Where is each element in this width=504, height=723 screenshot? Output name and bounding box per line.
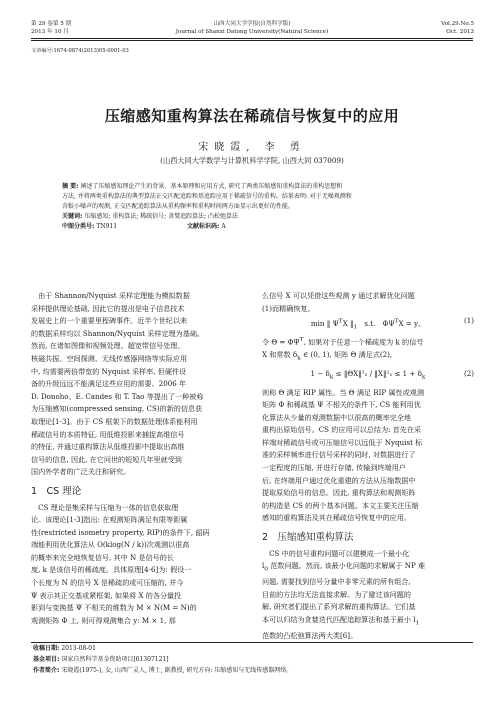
cs-application-paragraph [262, 387, 474, 526]
author-bio [31, 665, 473, 676]
volume-line: 第 29 卷第 5 期 [31, 21, 72, 27]
text-line: 度, k 是该信号的稀疏度。具体原理[4-6]为: 假设一 [31, 565, 192, 575]
abstract-label: 摘 要: [62, 183, 79, 190]
abstract-line [62, 182, 447, 192]
text-line: 性(restricted isometry property, RIP)的条件下, 韶码 [31, 527, 210, 537]
paragraph-continuation [262, 290, 474, 315]
received-date [31, 643, 473, 654]
keywords-label: 关键词: [62, 213, 83, 220]
received-label: 收稿日期: [33, 645, 60, 652]
volume-line-en: Vol.29.No.5 [441, 21, 474, 27]
section-1-heading: 1 CS 理论 [31, 485, 82, 497]
header-rule [31, 38, 473, 39]
text-line: 个长度为 N 的信号 X 是稀疏的或可压缩的, 并今 [31, 578, 184, 588]
text-line: 重构出原始信号。CS 的应用可以总结为: 首先在采 [262, 425, 422, 435]
text-line: 解, 研究者们提出了系列求解的重构算法。它们基 [262, 602, 416, 612]
text-line: 问题, 需要找到信号分量中非零元素的所有组合, [262, 577, 411, 587]
text-line: 由于 Shannon/Nyquist 采样定理能为模拟数据 [31, 291, 190, 300]
author-bio-value: 宋晓霞(1975-), 女, 山西广灵人, 博士, 副教授, 研究方向: 压缩感知与无线传感器网络。 [61, 667, 293, 674]
clc-number: TN911 [96, 223, 118, 230]
text-line: X 和常数 $\delta_k$ ∈ (0, 1), 矩阵 Θ 满足式(2), [262, 349, 393, 361]
date-line-en: Oct. 2013 [446, 29, 474, 35]
journal-name-cn: 山西大同大学学报(自然科学版) [213, 21, 291, 27]
fund-info [31, 654, 473, 665]
text-line: 核磁共振、空间探测、无线传感器网络等实际应用 [31, 353, 188, 363]
text-line: 信号的信息, 因此, 在它问世的短短几年里就受到 [31, 454, 182, 464]
left-column [31, 290, 243, 627]
keywords-line [62, 212, 447, 222]
text-line: 的特征, 并通过重构算法从低维投影中提取出高维 [31, 442, 185, 452]
equation-2-body: $1 - \delta_k$ ≤ ‖ΘX‖²₂ / ‖X‖²₂ ≤ $1 + \delta_k$ [310, 368, 426, 380]
authors: 宋晓霞, 李 勇 [198, 142, 306, 153]
text-line: 么信号 X 可以凭借这些观测 y 通过求解优化问题 [262, 291, 415, 300]
text-line: 范数的凸松弛算法两大类[6]。 [262, 631, 358, 640]
text-line: 影到与变换基 Ψ 不相关的维数为 M × N(M = N)的 [31, 603, 197, 613]
article-number: 文章编号:1674-0874(2013)05-0001-03 [31, 48, 129, 54]
equation-1 [262, 315, 474, 333]
text-line: 论。该理论[1-3]指出: 在观测矩阵满足有限等距属 [31, 515, 188, 525]
text-line: Ψ 表示其正交基或紧框架, 如果将 X 的各分量投 [31, 590, 182, 600]
doc-code: A [221, 223, 226, 230]
text-line: 后, 在终端用户通过优化重建的方法从压缩数据中 [262, 475, 416, 485]
text-line: CS 理论是集采样与压缩为一体的信息获取理 [31, 502, 179, 512]
text-line: 中, 均需要两倍带宽的 Nyquist 采样率, 但硬件设 [31, 366, 187, 376]
text-line: 提取原始信号的信息。因此, 重构算法和观测矩阵 [262, 488, 416, 498]
text-line: 令 $\Theta = \Phi\Psi^T$, 如果对于任意一个稀疏度为 k 的信号 [262, 336, 424, 346]
text-line: 取理论[1-3]。由于 CS 框架下的数据处理体系能利用 [31, 416, 198, 426]
text-line: 的概率来完全地恢复信号, 其中 N 是信号的长 [31, 552, 174, 562]
text-line: 稀疏信号的本质特征, 用低维投影来捕捉高维信号 [31, 429, 185, 439]
rip-definition [262, 334, 474, 365]
affiliation: (山西大同大学数学与计算机科学学院, 山西大同 037009) [160, 156, 344, 165]
text-line: 一定程度的压缩, 并进行存储, 传输到终端用户 [262, 463, 406, 473]
volume-issue-en [441, 20, 474, 36]
text-line: 则称 Θ 满足 RIP 属性。当 Θ 满足 RIP 属性或观测 [262, 387, 424, 397]
text-line: 的数据采样均以 Shannon/Nyquist 采样定理为基础。 [31, 328, 205, 338]
text-line: 采样提供理论基础, 因此它的提出是电子信息技术 [31, 303, 185, 313]
section-1-body [31, 502, 243, 628]
footnote [31, 642, 473, 676]
text-line: 的构造是 CS 的两个基本问题。本文主要关注压缩 [262, 500, 419, 510]
classification-line [62, 222, 447, 232]
journal-name-en: Journal of Shanxi Datong University(Natural Science) [175, 29, 329, 35]
clc-label: 中图分类号: [62, 223, 95, 230]
article-title: 压缩感知重构算法在稀疏信号恢复中的应用 [104, 107, 400, 125]
abstract-text: 阐述了压缩感知理论产生的背景、基本原理和应用方式, 研究了两类压缩感知重构算法的重构思想和 [80, 183, 343, 190]
text-line: 化算法从少量的观测数据中以很高的概率完全地 [262, 412, 411, 422]
text-line: 备的升级远远不能满足这些应用的需要。2006 年 [31, 379, 187, 389]
received-value: 2013-08-01 [61, 645, 96, 652]
equation-2-number: (2) [463, 368, 474, 378]
text-line: 为压缩感知(compressed sensing, CS)的新的信息获 [31, 404, 203, 414]
date-line: 2013 年 10 月 [31, 29, 69, 35]
equation-2 [262, 368, 474, 384]
journal-name [0, 20, 504, 36]
text-line: 发展史上的一个重要里程碑事件。近半个世纪以来 [31, 316, 188, 326]
equation-1-number: (1) [463, 316, 474, 326]
intro-paragraph [31, 290, 243, 479]
header-rule-thin [31, 40, 473, 41]
text-line: 矩阵 Φ 和稀疏基 Ψ 不相关的条件下, CS 能利用优 [262, 400, 421, 410]
text-line: 本可以归结为贪婪迭代匹配追踪算法和基于最小 $l_1$ [262, 615, 420, 627]
text-line: 感知的重构算法及其在稀疏信号恢复中的应用。 [262, 513, 411, 523]
right-column [262, 290, 474, 643]
text-line: D. Donoho、E. Candes 和 T. Tao 等提出了一种被称 [31, 391, 204, 401]
fund-value: 国家自然科学基金资助项目[61307121] [61, 656, 169, 663]
abstract [62, 182, 447, 232]
text-line: 准的采样频率进行信号采样的同时, 对数据进行了 [262, 450, 416, 460]
equation-1-body: min ‖ $\Psi^TX$ $‖_1$ s.t. $\Phi\Psi^TX = y$。 [310, 318, 426, 330]
fund-label: 基金项目: [33, 656, 60, 663]
text-line: 然而, 在诸如图像和视频处理、超宽带信号处理、 [31, 341, 185, 351]
text-line: 样端对稀疏信号或可压缩信号以远低于 Nyquist 标 [262, 437, 423, 447]
abstract-line: 含較小噪声的观测, 正交匹配追踪算法从重构频率和重构时间两方面显示出更好的性能。 [62, 203, 294, 210]
doc-code-label: 文献标识码: [187, 223, 220, 230]
section-2-heading: 2 压缩感知重构算法 [262, 532, 354, 544]
text-line: (1)而精确恢复。 [262, 303, 315, 313]
abstract-line: 方法, 并将两类重构算法的典型算法正交匹配追踪和基追踪应用于稀疏信号的重构。结果表明: 对于无噪观测和 [62, 193, 352, 200]
text-line: 端能利用优化算法从 O(klog(N / k))次观测以很高 [31, 540, 190, 550]
section-2-body [262, 548, 474, 643]
text-line: 国内外学者的广泛关注和研究。 [31, 467, 131, 477]
keywords: 压缩感知; 重构算法; 稀疏信号; 贪婪追踪算法; 凸松弛算法 [84, 213, 239, 220]
text-line: $l_0$ 范数问题。然而, 该最小化问题的求解属于 NP 难 [262, 561, 426, 573]
author-bio-label: 作者简介: [33, 667, 60, 674]
text-line: CS 中的信号重构问题可以建模成一个最小化 [262, 548, 410, 558]
text-line: 目前的方法均无法直接求解。为了避过该问题的 [262, 589, 411, 599]
text-line: 观测矩阵 Φ 上, 则可得观测集合 y: M × 1, 那 [31, 615, 176, 625]
